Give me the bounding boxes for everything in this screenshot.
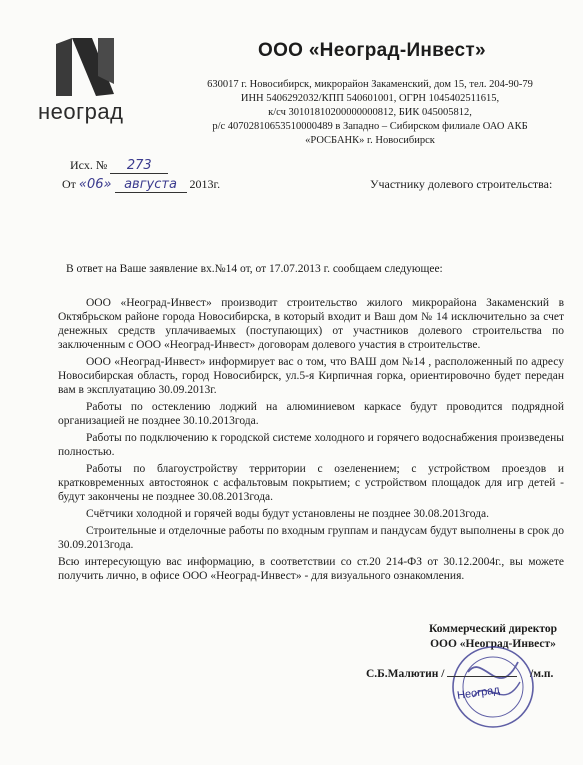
signatory-position: Коммерческий директор: [429, 623, 557, 635]
ref-date-month: августа: [124, 177, 177, 192]
outgoing-reference: [62, 158, 220, 196]
body-paragraph: Счётчики холодной и горячей воды будут установлены не позднее 30.08.2013года.: [86, 508, 489, 520]
requisites-line: ИНН 5406292032/КПП 540601001, ОГРН 1045402511615,: [240, 93, 500, 104]
requisites-line: 630017 г. Новосибирск, микрорайон Закаменский, дом 15, тел. 204-90-79: [207, 79, 533, 90]
seal-place-label: /м.п.: [530, 668, 554, 680]
company-name-heading: ООО «Неоград-Инвест»: [258, 40, 486, 61]
body-paragraph: Работы по остеклению лоджий на алюминиевом каркасе будут проводится подрядной организацией не позднее 30.10.2013года.: [58, 401, 564, 427]
signer-name-text: С.Б.Малютин /: [366, 668, 445, 680]
requisites-line: к/сч 30101810200000000812, БИК 045005812,: [268, 107, 472, 118]
body-paragraph: Работы по подключению к городской системе холодного и горячего водоснабжения произведены полностью.: [58, 432, 564, 458]
ref-date-day: «06»: [78, 177, 112, 192]
ref-number-label: Исх. №: [70, 158, 108, 172]
ref-number-value: 273: [126, 158, 152, 173]
requisites-line: «РОСБАНК» г. Новосибирск: [305, 135, 435, 146]
requisites-line: р/с 40702810653510000489 в Западно – Сибирском филиале ОАО АКБ: [212, 121, 528, 132]
company-requisites: [170, 78, 570, 148]
signer-name: [366, 668, 517, 680]
letter-body: [58, 262, 564, 586]
signatory-company: ООО «Неоград-Инвест»: [430, 638, 556, 650]
seal-text: Неоград: [456, 684, 501, 702]
intro-paragraph: В ответ на Ваше заявление вх.№14 от, от 17.07.2013 г. сообщаем следующее:: [66, 263, 443, 275]
ref-date-year: 2013г.: [189, 177, 221, 191]
recipient-line: Участнику долевого строительства:: [370, 177, 553, 191]
signature-line: [447, 676, 517, 677]
logo-wordmark: неоград: [38, 99, 124, 124]
body-paragraph: Работы по благоустройству территории с озеленением; с устройством проездов и кратковременных автостоянок с асфальтовым покрытием; с устройством площадок для игр детей - будут закончены не позднее 30.08.2013года.: [58, 463, 564, 503]
body-paragraph: ООО «Неоград-Инвест» производит строительство жилого микрорайона Закаменский в Октябрьском районе города Новосибирска, в который входит и Ваш дом № 14 исключительно за счет денежных средств уплачиваемых (поступающих) от участников долевого строительства по заключенным с ООО «Неоград-Инвест» договорам долевого участия в строительстве.: [58, 297, 564, 351]
company-logo: [38, 36, 138, 126]
body-paragraph: ООО «Неоград-Инвест» информирует вас о том, что ВАШ дом №14 , расположенный по адресу Новосибирская область, город Новосибирск, ул.5-я Кирпичная горка, ориентировочно будет передан вам в эксплуатацию 30.09.2013г.: [58, 356, 564, 396]
body-paragraph: Строительные и отделочные работы по входным группам и пандусам будут выполнены в срок до 30.09.2013года.: [58, 525, 564, 551]
ref-date-prefix: От: [62, 177, 76, 191]
body-paragraph: Всю интересующую вас информацию, в соответствии со ст.20 214-ФЗ от 30.12.2004г., вы можете получить лично, в офисе ООО «Неоград-Инвест» - для визуального ознакомления.: [58, 556, 564, 582]
stylized-n-logo-icon: [52, 36, 120, 98]
